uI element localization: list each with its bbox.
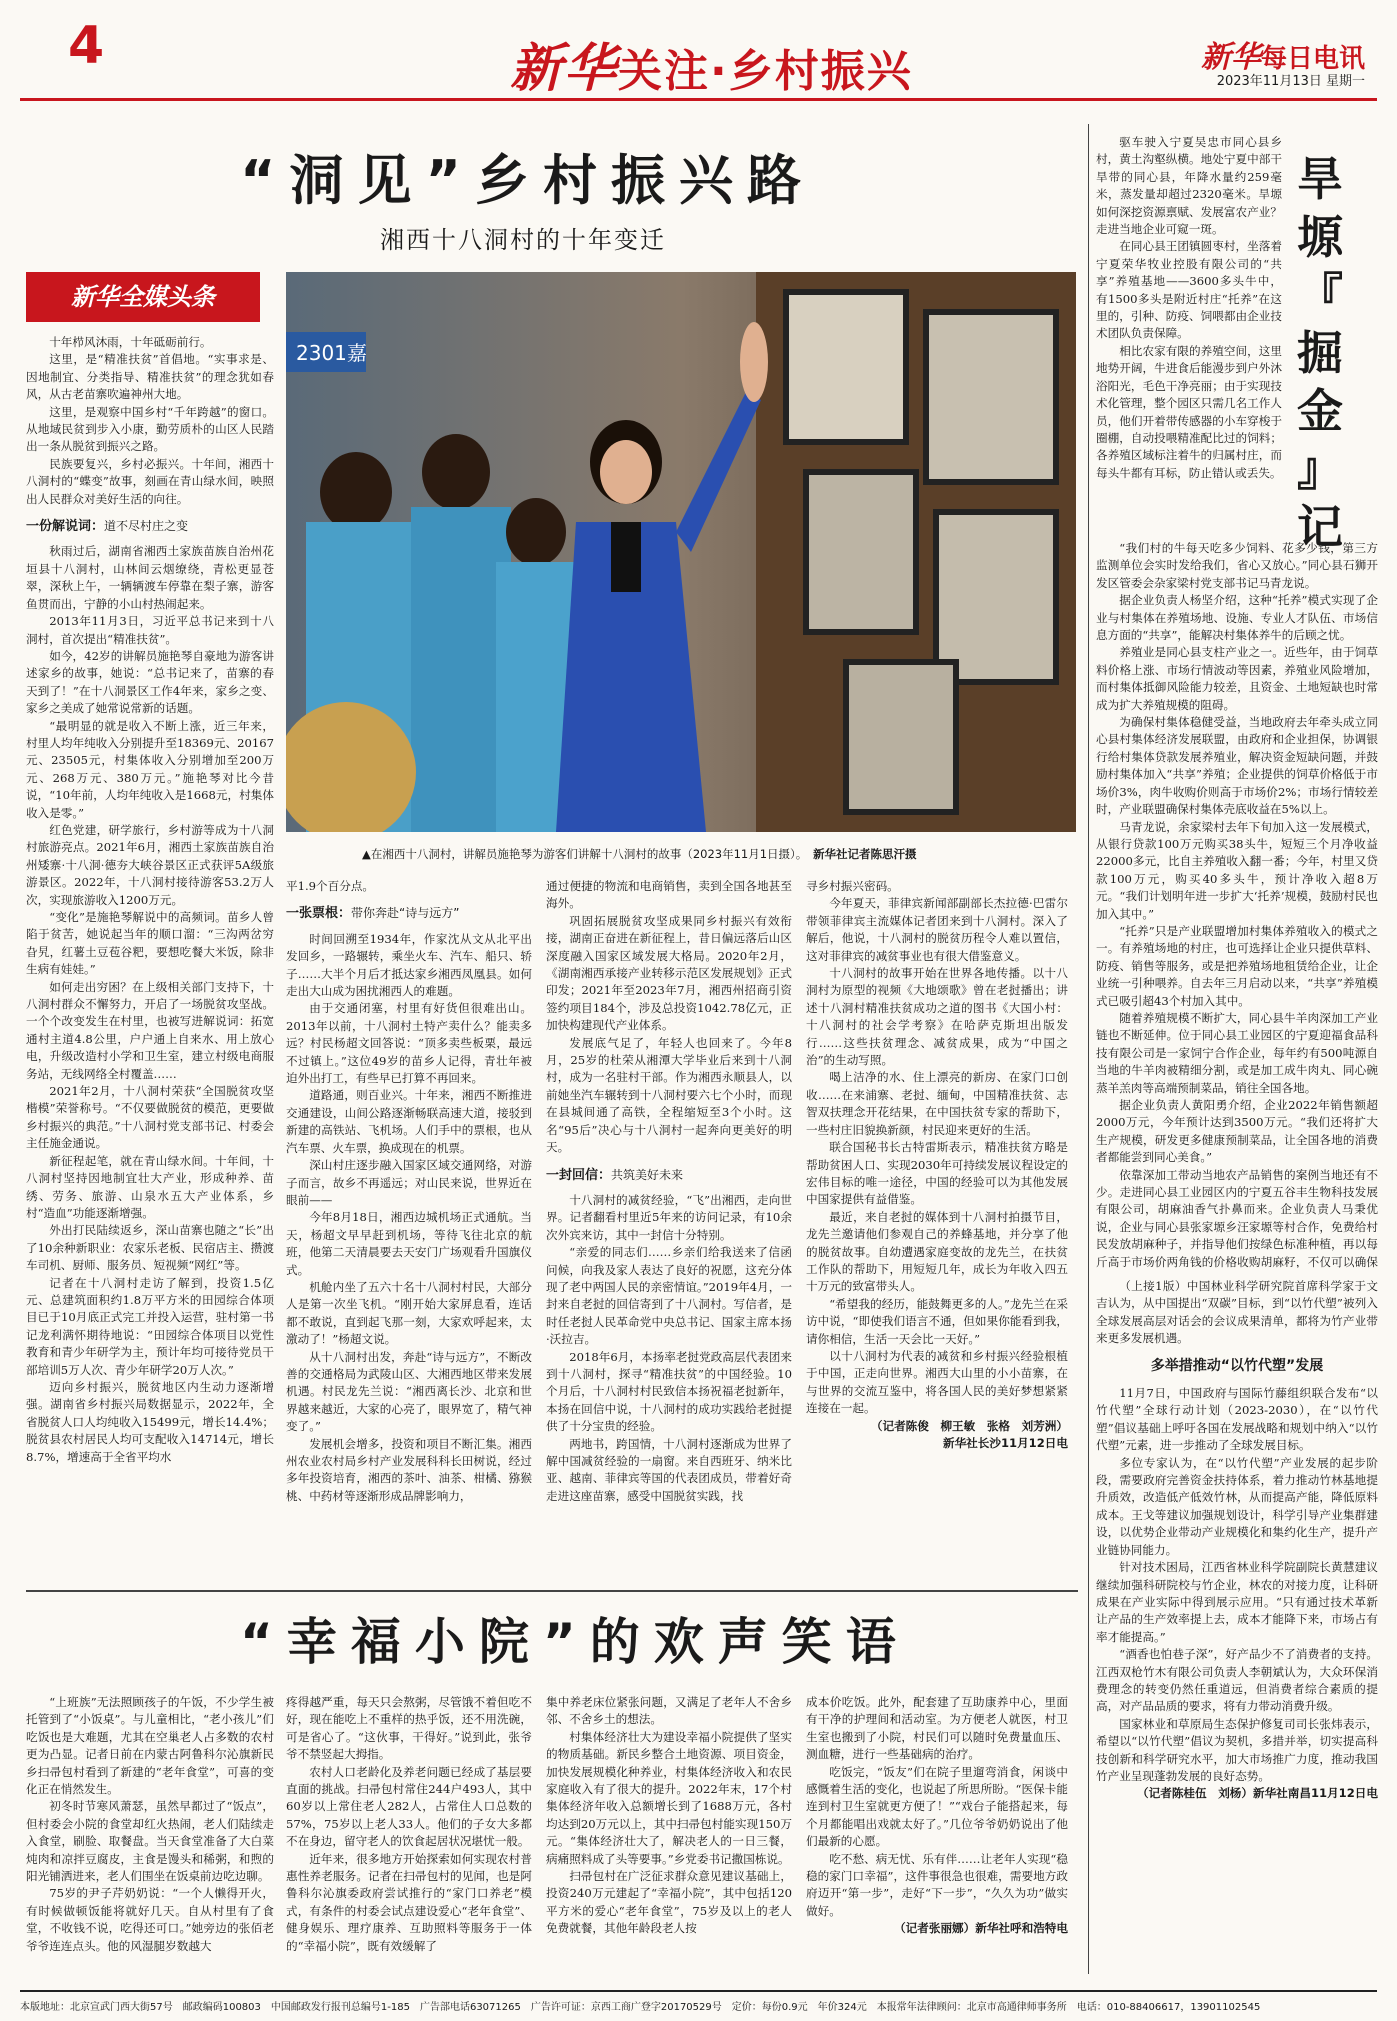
paragraph: 以十八洞村为代表的减贫和乡村振兴经验根植于中国，正走向世界。湘西大山里的小小苗寨，在与世界的交流互鉴中，将各国人民的美好梦想紧紧连接在一起。 bbox=[806, 1348, 1068, 1416]
paragraph: 机舱内坐了五六十名十八洞村村民，大部分人是第一次坐飞机。“刚开始大家屏息看，连话都不敢说，直到起飞那一刻，大家欢呼起来，太激动了！”杨超文说。 bbox=[286, 1279, 532, 1347]
paragraph: 如何走出穷困？在上级相关部门支持下，十八洞村群众不懈努力，开启了一场脱贫攻坚战。一个个改变发生在村里，也被写进解说词：拓宽通村主道4.8公里，户户通上自来水、用上放心电，升级改造村小学和卫生室，建立村级电商服务站，无线网络全村覆盖…… bbox=[26, 979, 274, 1081]
paragraph: 75岁的尹子芹奶奶说：“一个人懒得开火，有时候做顿饭能将就好几天。自从村里有了食堂，不收钱不说，吃得还可口。”她旁边的张佰老爷爷连连点头。他的风湿腿岁数越大 bbox=[26, 1886, 274, 1953]
paragraph: “希望我的经历，能鼓舞更多的人。”龙先兰在采访中说，“即使我们语言不通，但如果你能看到我，请你相信，生活一天会比一天好。” bbox=[806, 1296, 1068, 1346]
side-story-2 bbox=[1096, 1278, 1378, 1978]
paragraph: “亲爱的同志们……乡亲们给我送来了信函问候，向我及家人表达了良好的祝愿，这充分体现了老中两国人民的亲密情谊。”2019年4月，一封来自老挝的回信寄到了十八洞村。写信者，是时任老挝人民革命党中央总书记、国家主席本扬·沃拉吉。 bbox=[546, 1245, 792, 1347]
section-badge: 新华全媒头条 bbox=[26, 272, 260, 322]
paragraph: 为确保村集体稳健受益，当地政府去年牵头成立同心县村集体经济发展联盟，由政府和企业担保，协调银行给村集体贷款发展养殖业，解决资金短缺问题，并鼓励村集体加入“共享”养殖；企业提供的饲草价格低于市场价3%，肉牛收购价则高于市场价2%；市场行情较差时，产业联盟确保村集体壳底收益在5%以上。 bbox=[1096, 715, 1378, 817]
paragraph: 深山村庄逐步融入国家区域交通网络，对游子而言，故乡不再遥远；对山民来说，世界近在眼前—— bbox=[286, 1158, 532, 1207]
title-char: 掘 bbox=[1297, 326, 1343, 380]
subsection-heading-3 bbox=[546, 1167, 792, 1184]
main-story-column-3 bbox=[546, 878, 792, 1586]
bottom-story-column-3 bbox=[546, 1694, 792, 1980]
paragraph: 今年夏天，菲律宾新闻部副部长杰拉德·巴雷尔带领菲律宾主流媒体记者团来到十八洞村。深入了解后，他说，十八洞村的脱贫历程令人难以置信，这对菲律宾的减贫事业也有很大借鉴意义。 bbox=[806, 896, 1068, 963]
paper-brand-rest: 每日电讯 bbox=[1260, 44, 1365, 74]
paragraph: 集中养老床位紧张问题，又满足了老年人不舍乡邻、不舍乡土的想法。 bbox=[546, 1695, 792, 1727]
paragraph: 村集体经济壮大为建设幸福小院提供了坚实的物质基础。新民乡整合土地资源、项目资金，加快发展规模化种养业，村集体经济收入和农民家庭收入有了很大的提升。2022年末，17个村集体经济年收入总额增长到了1688万元，各村均达到20万元以上，其中扫帚包村能实现150万元。“集体经济壮大了，解决老人的一日三餐，病痛照料成了头等要事。”乡党委书记撒国栋说。 bbox=[546, 1729, 792, 1866]
paragraph: 初冬时节寒风萧瑟，虽然早都过了“饭点”，但村委会小院的食堂却红火热闹，老人们陆续走入食堂，刷脸、取餐盘。当天食堂准备了大白菜炖肉和凉拌豆腐皮，主食是馒头和稀粥，和煦的阳光铺洒进来，老人们围坐在饭桌前边吃边聊。 bbox=[26, 1799, 274, 1884]
paragraph: 吃饭完，“饭友”们在院子里遛弯消食，闲谈中感慨着生活的变化，也说起了所思所盼。“医保卡能连到村卫生室就更方便了！”“戏台子能搭起来，每个月都能唱出戏就太好了。”几位爷爷奶奶说出了他们最新的心愿。 bbox=[806, 1764, 1068, 1849]
subsection-heading-1 bbox=[26, 518, 274, 535]
paragraph: 如今，42岁的讲解员施艳琴自豪地为游客讲述家乡的故事，她说：“总书记来了，苗寨的春天到了！”在十八洞景区工作4年来，家乡之变、家乡之美成了她常说常新的话题。 bbox=[26, 648, 274, 716]
subsection-heading-2 bbox=[286, 905, 532, 922]
bottom-story-column-2 bbox=[286, 1694, 532, 1980]
paragraph: 相比农家有限的养殖空间，这里地势开阔，牛进食后能漫步到户外沐浴阳光，毛色干净亮丽；由于实现技术化管理，整个园区只需几名工作人员，他们开着带传感器的小车穿梭于圈棚，自动投喂精准配比过的饲料；各养殖区域标注着牛的归属村庄，而每头牛都有耳标，防止错认或丢失。 bbox=[1096, 343, 1282, 480]
title-char: 』 bbox=[1297, 442, 1343, 496]
section-rule bbox=[26, 1590, 1078, 1592]
paragraph: 依靠深加工带动当地农产品销售的案例当地还有不少。走进同心县工业园区内的宁夏五谷丰生物科技发展有限公司，胡麻油香气扑鼻而来。企业负责人马秉优说，企业与同心县张家塬乡汪家塬等村合作，免费给村民发放胡麻种子，并指导他们按绿色标准种植，再以每斤高于市场价两角钱的价格收购胡麻籽，不仅可以确保 bbox=[1096, 1167, 1378, 1268]
main-subheadline: 湘西十八洞村的十年变迁 bbox=[380, 226, 666, 254]
paragraph: 多位专家认为，在“以竹代塑”产业发展的起步阶段，需要政府完善资金扶持体系，着力推动竹林基地提升质效，改造低产低效竹林，从而提高产能，降低原料成本。王戈等建议加强规划设计，科学引导产业集群建设，以优势企业带动产业规模化和集约化生产，提升产业链协同能力。 bbox=[1096, 1455, 1378, 1557]
subsection-heading-rest: 带你奔赴“诗与远方” bbox=[351, 906, 460, 921]
paragraph: “变化”是施艳琴解说中的高频词。苗乡人曾陷于贫苦，她说起当年的顺口溜：“三沟两岔穷旮旯，红薯土豆苞谷粑，要想吃餐大米饭，除非生病有娃娃。” bbox=[26, 910, 274, 977]
photo-caption bbox=[362, 846, 917, 862]
paragraph: 记者在十八洞村走访了解到，投资1.5亿元、总建筑面积约1.8万平方米的田园综合体项目已于10月底正式完工并投入运营，驻村第一书记龙利满怀期待地说：“田园综合体项目以党性教育和青少年研学为主，预计年均可接待党员干部培训5万人次、青少年研学20万人次。” bbox=[26, 1275, 274, 1377]
paragraph: 外出打民陆续返乡，深山苗寨也随之“长”出了10余种新职业：农家乐老板、民宿店主、攒渡车司机、厨师、服务员、短视频“网红”等。 bbox=[26, 1223, 274, 1273]
title-char: 『 bbox=[1297, 268, 1343, 322]
paragraph: 国家林业和草原局生态保护修复司司长张炜表示，希望以“以竹代塑”倡议为契机，多措并举，切实提高科技创新和科学研究水平，加大市场推广力度，推动我国竹产业呈现蓬勃发展的良好态势。 bbox=[1096, 1716, 1378, 1783]
paragraph: 成本价吃饭。此外，配套建了互助康养中心，里面有干净的护理间和活动室。为方便老人就医，村卫生室也搬到了小院，村民们可以随时免费量血压、测血糖，进行一些基础病的治疗。 bbox=[806, 1695, 1068, 1762]
main-headline: “洞见”乡村振兴路 bbox=[240, 149, 815, 212]
bottom-headline: “幸福小院”的欢声笑语 bbox=[240, 1613, 910, 1671]
subsection-heading-key: 一张票根： bbox=[286, 906, 352, 922]
page-number: 4 bbox=[68, 16, 105, 76]
byline: （记者陈桂伍 刘杨）新华社南昌11月12日电 bbox=[1137, 1786, 1378, 1801]
photo-illustration bbox=[286, 272, 1076, 832]
paragraph: 十八洞村的故事开始在世界各地传播。以十八洞村为原型的视频《大地颂歌》曾在老挝播出；讲述十八洞村精准扶贫成功之道的图书《大国小村：十八洞村的社会学考察》在哈萨克斯坦出版发行……这些扶贫理念、减贫成果，成为“中国之治”的生动写照。 bbox=[806, 966, 1068, 1068]
paragraph: “酒香也怕巷子深”，好产品少不了消费者的支持。江西双枪竹木有限公司负责人李朝斌认为，大众环保消费理念的转变仍然任重道远，但消费者综合素质的提高，对产品品质的要求，将有力带动消费升级。 bbox=[1096, 1647, 1378, 1714]
paragraph: 从十八洞村出发，奔赴“诗与远方”，不断改善的交通格局为武陵山区、大湘西地区带来发展机遇。村民龙先兰说：“湘西离长沙、北京和世界越来越近，大家的心亮了，眼界宽了，精气神变了。” bbox=[286, 1349, 532, 1434]
paragraph: 巩固拓展脱贫攻坚成果同乡村振兴有效衔接，湖南正奋进在新征程上，昔日偏远落后山区深度融入国家区域发展大格局。2020年2月，《湖南湘西承接产业转移示范区发展规划》正式印发；2021年至2023年7月，湘西州招商引资签约项目184个，涉及总投资1042.78亿元，正加快构建现代产业体系。 bbox=[546, 913, 792, 1033]
column-rule bbox=[1088, 124, 1089, 1974]
paragraph: 两地书，跨国情，十八洞村逐渐成为世界了解中国减贫经验的一扇窗。来自西班牙、纳米比亚、越南、菲律宾等国的代表团成员，带着好奇走进这座苗寨，感受中国脱贫实践，找 bbox=[546, 1436, 792, 1503]
subsection-heading-key: 一封回信： bbox=[546, 1167, 612, 1183]
masthead bbox=[20, 12, 1377, 101]
paragraph: 时间回溯至1934年，作家沈从文从北平出发回乡，一路辗转，乘坐火车、汽车、船只、轿子……大半个月后才抵达家乡湘西凤凰县。如何走出大山成为困扰湘西人的难题。 bbox=[286, 931, 532, 999]
paragraph: 据企业负责人黄阳勇介绍，企业2022年销售额超2000万元，今年预计达到3500万元。“我们还将扩大生产规模，研发更多健康预制菜品，让全国各地的消费者都能尝到同心美食。” bbox=[1096, 1098, 1378, 1165]
paragraph: 据企业负责人杨坚介绍，这种“托养”模式实现了企业与村集体在养殖场地、设施、专业人才队伍、市场信息方面的“共享”，能解决村集体养牛的后顾之忧。 bbox=[1096, 593, 1378, 643]
paragraph: 农村人口老龄化及养老问题已经成了基层要直面的挑战。扫帚包村常住244户493人，其中60岁以上常住老人282人，占常住人口总数的57%，75岁以上老人33人。他们的子女大多都不在身边，留守老人的饮食起居状况堪忧一般。 bbox=[286, 1764, 532, 1849]
lead-paragraph: 十年栉风沐雨，十年砥砺前行。 bbox=[49, 335, 212, 349]
paragraph: 近年来，很多地方开始探索如何实现农村普惠性养老服务。记者在扫帚包村的见闻，也是阿鲁科尔沁旗委政府尝试推行的“家门口养老”模式，有条件的村委会试点建设爱心“老年食堂”、健身娱乐、理疗康养、互助照料等服务于一体的“幸福小院”，既有效缓解了 bbox=[286, 1851, 532, 1953]
main-story-column-2 bbox=[286, 878, 532, 1586]
bottom-story-column-1 bbox=[26, 1694, 274, 1980]
page-footer: 本版地址：北京宣武门西大街57号 邮政编码100803 中国邮政发行报刊总编号1-185 广告部电话63071265 广告许可证：京西工商广登字20170529号 定价：每份0.9元 年价324元 本报常年法律顾问：北京市高通律师事务所 电话：010-88406617，13901102545 bbox=[20, 1990, 1377, 2013]
brand-script: 新华 bbox=[510, 38, 619, 99]
main-story-column-4 bbox=[806, 878, 1068, 1586]
paragraph: “上班族”无法照顾孩子的午饭，不少学生被托管到了“小饭桌”。与儿童相比，“老小孩儿”们吃饭也是大难题，尤其在空巢老人占多数的农村更为凸显。记者日前在内蒙古阿鲁科尔沁旗新民乡扫帚包村看到了新建的“老年食堂”，可喜的变化正在悄然发生。 bbox=[26, 1695, 274, 1797]
paragraph: 在同心县王团镇圆枣村，坐落着宁夏荣华牧业控股有限公司的“共享”养殖基地——3600多头牛中，有1500多头是附近村庄“托养”在这里的，引种、防疫、饲喂都由企业技术团队负责保障。 bbox=[1096, 239, 1282, 341]
bottom-story-column-4 bbox=[806, 1694, 1068, 1980]
issue-date: 2023年11月13日 星期一 bbox=[1216, 74, 1365, 89]
lead-paragraph: 民族要复兴，乡村必振兴。十年间，湘西十八洞村的“蝶变”故事，刻画在青山绿水间，映照出人民群众对美好生活的向往。 bbox=[26, 456, 274, 506]
paragraph: 2013年11月3日，习近平总书记来到十八洞村，首次提出“精准扶贫”。 bbox=[26, 614, 274, 646]
side-story-column bbox=[1096, 540, 1378, 1268]
paragraph: 今年8月18日，湘西边城机场正式通航。当天，杨超文早早赶到机场，等待飞往北京的航班，他第二天清晨要去天安门广场观看升国旗仪式。 bbox=[286, 1210, 532, 1277]
title-char: 金 bbox=[1297, 384, 1343, 438]
brand-rest: 关注·乡村振兴 bbox=[618, 46, 913, 97]
paragraph: 吃不愁、病无忧、乐有伴……让老年人实现“稳稳的家门口幸福”，这件事很急也很难，需要地方政府迈开“第一步”，走好“下一步”，“久久为功”做实做好。 bbox=[806, 1851, 1068, 1918]
byline: （记者张丽娜）新华社呼和浩特电 bbox=[894, 1921, 1068, 1936]
paragraph: 马青龙说，余家梁村去年下旬加入这一发展模式，从银行贷款100万元购买38头牛，短短三个月净收益22000多元，比自主养殖收入翻一番；今年，村里又贷款100万元，购买40多头牛，预计净收入超8万元。“我们计划明年进一步扩大‘托养’规模，鼓励村民也加入其中。” bbox=[1096, 819, 1378, 921]
dateline: 新华社长沙11月12日电 bbox=[942, 1436, 1068, 1450]
paragraph: 通过便捷的物流和电商销售，卖到全国各地甚至海外。 bbox=[546, 879, 792, 911]
paragraph: “我们村的牛每天吃多少饲料、花多少钱，第三方监测单位会实时发给我们，省心又放心。”同心县石狮开发区管委会杂家梁村党支部书记马青龙说。 bbox=[1096, 541, 1378, 590]
lead-paragraph: 这里，是“精准扶贫”首倡地。“实事求是、因地制宜、分类指导、精准扶贫”的理念犹如春风，从古老苗寨吹遍神州大地。 bbox=[26, 352, 274, 402]
byline: （记者陈俊 柳王敏 张格 刘芳洲） bbox=[870, 1418, 1068, 1433]
paragraph: 红色党建，研学旅行，乡村游等成为十八洞村旅游亮点。2021年6月，湘西土家族苗族自治州矮寨·十八洞·德夯大峡谷景区正式获评5A级旅游景区。2022年，十八洞村接待游客53.2万人次，实现旅游收入1200万元。 bbox=[26, 822, 274, 907]
side-story-title bbox=[1290, 150, 1350, 556]
paragraph: 疼得越严重，每天只会熬粥，尽管饿不着但吃不好，现在能吃上不重样的热乎饭，还不用洗碗，可是省心了。“这伙事，干得好。”说到此，张爷爷不禁竖起大拇指。 bbox=[286, 1695, 532, 1762]
title-char: 旱 bbox=[1297, 152, 1343, 206]
paragraph: 喝上洁净的水、住上漂亮的新房、在家门口创收……在来浦寨、老挝、缅甸，中国精准扶贫、志智双扶理念开花结果，在中国扶贫专家的帮助下，一些村庄旧貌换新颜，村民迎来更好的生活。 bbox=[806, 1070, 1068, 1137]
paragraph: 秋雨过后，湖南省湘西土家族苗族自治州花垣县十八洞村，山林间云烟缭绕，青松更显苍翠，深秋上午，一辆辆渡车停靠在梨子寨，游客鱼贯而出，宁静的小山村热闹起来。 bbox=[26, 544, 274, 611]
paragraph: 养殖业是同心县支柱产业之一。近些年，由于饲草料价格上涨、市场行情波动等因素，养殖业风险增加，而村集体抵御风险能力较差，且资金、土地短缺也时常成为扩大养殖规模的阻碍。 bbox=[1096, 645, 1378, 712]
paragraph: 发展底气足了，年轻人也回来了。今年8月，25岁的杜荣从湘潭大学毕业后来到十八洞村，成为一名驻村干部。作为湘西永顺县人，以前她坐汽车辗转到十八洞村要六七个小时，而现在县城间通了高铁，全程缩短至3个小时。这名“95后”决心与十八洞村一起奔向更美好的明天。 bbox=[546, 1035, 792, 1155]
section-brand bbox=[510, 26, 913, 101]
subsection-heading-rest: 共筑美好未来 bbox=[611, 1167, 684, 1182]
paragraph: 发展机会增多，投资和项目不断汇集。湘西州农业农村局乡村产业发展科科长田树说，经过多年投资培育，湘西的茶叶、油茶、柑橘、猕猴桃、中药材等逐渐形成品牌影响力， bbox=[286, 1436, 532, 1503]
paragraph: 十八洞村的减贫经验，“飞”出湘西，走向世界。记者翻看村里近5年来的访问记录，有10余次外宾来访，其中一封信十分特别。 bbox=[546, 1192, 792, 1242]
main-story-column-1 bbox=[26, 334, 274, 1586]
paragraph: 道路通，则百业兴。十年来，湘西不断推进交通建设，山间公路逐渐畅联高速大道，接驳到新建的高铁站、飞机场。人们手中的票根，也从汽车票、火车票，换成现在的机票。 bbox=[286, 1088, 532, 1155]
paragraph: “最明显的就是收入不断上涨，近三年来，村里人均年纯收入分别提升至18369元、20167元、23505元，村集体收入分别增加至200万元、268万元、380万元。”施艳琴对比今昔说，“10年前，人均年纯收入是1668元，村集体收入是零。” bbox=[26, 718, 274, 820]
side-story-2-subtitle: 多举措推动“以竹代塑”发展 bbox=[1150, 1357, 1324, 1374]
title-char: 塬 bbox=[1297, 210, 1343, 264]
paragraph: 随着养殖规模不断扩大，同心县牛羊肉深加工产业链也不断延伸。位于同心县工业园区的宁夏迎福食品科技有限公司是一家饲宁合作企业，每年约有500吨源自当地的牛羊肉被精细分割，或是加工成牛肉丸、同心碗蒸羊羔肉等高端预制菜品，销往全国各地。 bbox=[1096, 1010, 1378, 1095]
paragraph: 联合国秘书长古特雷斯表示，精准扶贫方略是帮助贫困人口、实现2030年可持续发展议程设定的宏伟目标的唯一途径，中国的经验可以为其他发展中国家提供有益借鉴。 bbox=[806, 1140, 1068, 1207]
photo-caption-text: ▲在湘西十八洞村，讲解员施艳琴为游客们讲解十八洞村的故事（2023年11月1日摄）。 bbox=[362, 847, 802, 861]
lead-paragraphs bbox=[26, 334, 274, 508]
subsection-heading-rest: 道不尽村庄之变 bbox=[104, 519, 189, 534]
paragraph: “托养”只是产业联盟增加村集体养殖收入的模式之一。有养殖场地的村庄，也可选择让企业只提供草料、防疫、销售等服务，或是把养殖场地租赁给企业，让企业统一引种喂养。自去年三月启动以来，“共享”养殖模式已吸引超43个村加入其中。 bbox=[1096, 923, 1378, 1008]
paragraph: 驱车驶入宁夏吴忠市同心县乡村，黄土沟壑纵横。地处宁夏中部干旱带的同心县，年降水量约259毫米，蒸发量却超过2320毫米。旱塬如何深挖资源禀赋、发展富农产业？走进当地企业可窥一斑。 bbox=[1096, 135, 1282, 237]
paragraph: 迈向乡村振兴，脱贫地区内生动力逐渐增强。湖南省乡村振兴局数据显示，2022年，全省脱贫人口人均纯收入15499元，增长14.4%；脱贫县农村居民人均可支配收入14714元，增长8.7%，增速高于全省平均水 bbox=[26, 1379, 274, 1464]
photo-credit: 新华社记者陈思汗摄 bbox=[813, 847, 917, 861]
paragraph: 最近，来自老挝的媒体到十八洞村拍摄节目，龙先兰邀请他们参观自己的养蜂基地，并分享了他的脱贫故事。自幼遭遇家庭变故的龙先兰，在扶贫工作队的帮助下，用短短几年，成长为年收入四五十万元的致富带头人。 bbox=[806, 1209, 1068, 1294]
lead-paragraph: （上接1版）中国林业科学研究院首席科学家于文吉认为，从中国提出“双碳”目标，到“以竹代塑”被列入全球发展高层对话会的会议成果清单，都将为竹产业带来更多发展机遇。 bbox=[1096, 1279, 1378, 1346]
paragraph: 11月7日，中国政府与国际竹藤组织联合发布“以竹代塑”全球行动计划（2023-2030），在“以竹代塑”倡议基础上呼吁各国在发展战略和规划中纳入“以竹代塑”元素，进一步推动了全球发展目标。 bbox=[1096, 1386, 1378, 1453]
lead-paragraph: 这里，是观察中国乡村“千年跨越”的窗口。从地域民贫到步入小康，勤劳质朴的山区人民踏出一条从脱贫到振兴之路。 bbox=[26, 404, 274, 454]
paragraph: 寻乡村振兴密码。 bbox=[806, 879, 899, 893]
paragraph: 平1.9个百分点。 bbox=[286, 879, 375, 893]
photo-sign-text: 2301嘉 bbox=[296, 341, 367, 365]
main-photo bbox=[286, 272, 1076, 832]
side-story-column-top bbox=[1096, 134, 1282, 554]
subsection-heading-key: 一份解说词： bbox=[26, 519, 105, 535]
title-char: 记 bbox=[1297, 500, 1343, 554]
paragraph: 2018年6月，本扬率老挝党政高层代表团来到十八洞村，探寻“精准扶贫”的中国经验。10个月后，十八洞村村民致信本扬祝福老挝新年，本扬在回信中说，十八洞村的成功实践给老挝提供了十分宝贵的经验。 bbox=[546, 1349, 792, 1434]
paragraph: 新征程起笔，就在青山绿水间。十年间，十八洞村坚持因地制宜壮大产业，形成种养、苗绣、劳务、旅游、山泉水五大产业体系，乡村“造血”功能逐渐增强。 bbox=[26, 1153, 274, 1220]
paragraph: 针对技术困局，江西省林业科学院副院长黄慧建议继续加强科研院校与竹企业，林农的对接力度，让科研成果在产业实际中得到展示应用。“只有通过技术革新让产品的生产效率提上去，成本才能降下来，市场占有率才能提高。” bbox=[1096, 1560, 1378, 1644]
paragraph: 2021年2月，十八洞村荣获“全国脱贫攻坚楷模”荣誉称号。“不仅要做脱贫的模范，更要做乡村振兴的典范。”十八洞村党支部书记、村委会主任施金通说。 bbox=[26, 1084, 274, 1151]
paragraph: 扫帚包村在广泛征求群众意见建议基础上，投资240万元建起了“幸福小院”，其中包括120平方米的爱心“老年食堂”，75岁及以上的老人免费就餐，其他年龄段老人按 bbox=[546, 1869, 792, 1936]
paragraph: 由于交通闭塞，村里有好货但很难出山。2013年以前，十八洞村土特产卖什么？能卖多远？村民杨超文回答说：“顶多卖些板栗，最远不过镇上。”这位49岁的苗乡人记得，青壮年被迫外出打工，有些早已打算不再回来。 bbox=[286, 1001, 532, 1086]
paper-brand-script: 新华 bbox=[1200, 40, 1261, 75]
